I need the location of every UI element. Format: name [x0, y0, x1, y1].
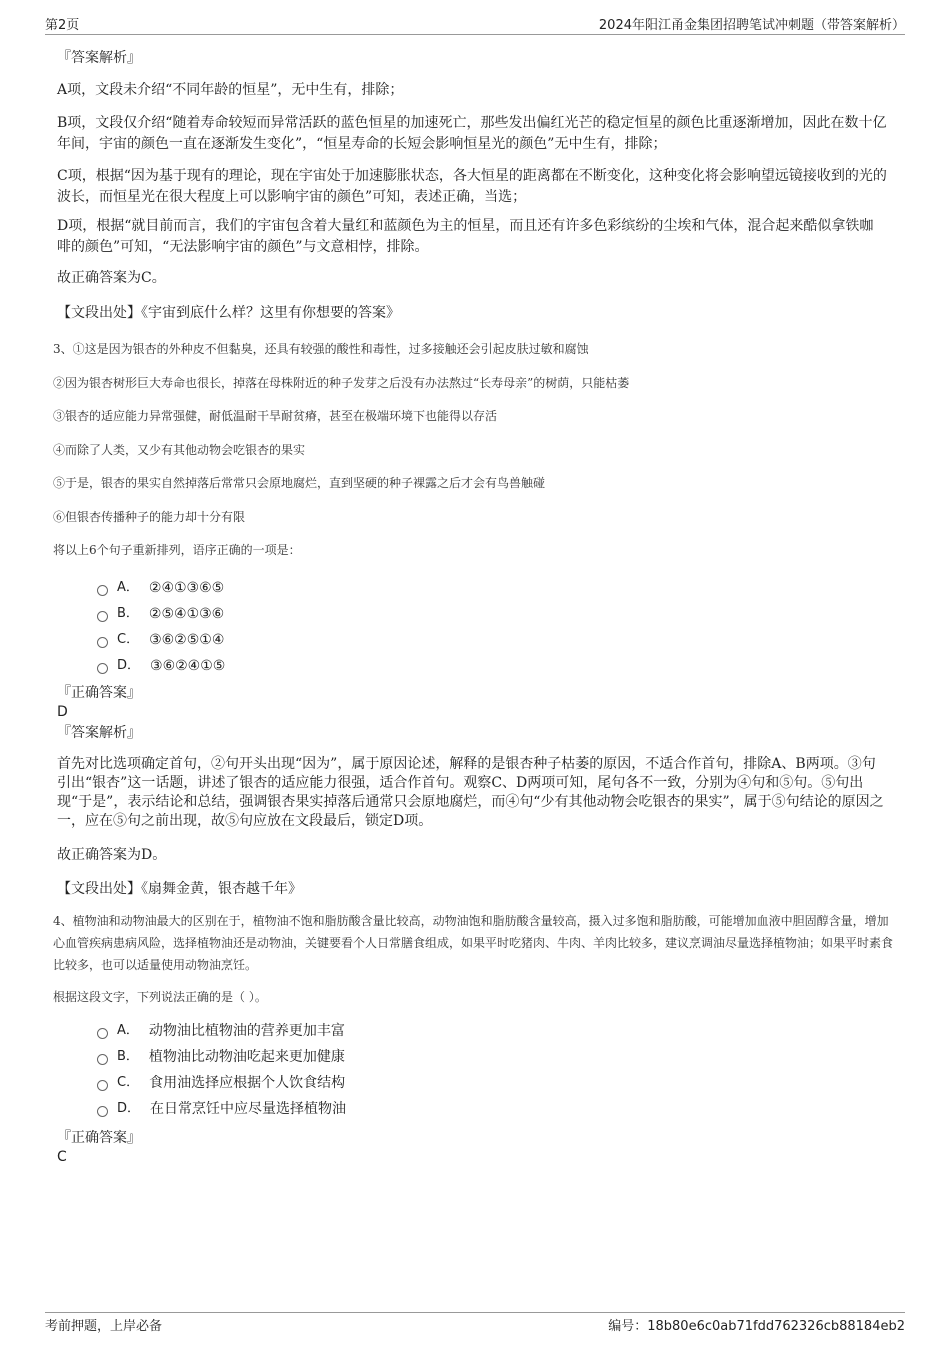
q3-sentence-2: ②因为银杏树形巨大寿命也很长，掉落在母株附近的种子发芽之后没有办法熬过“长寿母亲”的树荫，只能枯萎	[53, 376, 630, 390]
document-title: 2024年阳江甬金集团招聘笔试冲刺题（带答案解析）	[598, 18, 905, 33]
q4-stem: 根据这段文字，下列说法正确的是（ ）。	[53, 990, 267, 1004]
q3-stem: 将以上6个句子重新排列，语序正确的一项是：	[53, 543, 301, 557]
q3-sentence-3: ③银杏的适应能力异常强健，耐低温耐干旱耐贫瘠，甚至在极端环境下也能得以存活	[53, 409, 498, 423]
q3-analysis-label: 『答案解析』	[57, 725, 141, 741]
q4-option-a[interactable]: A． 动物油比植物油的营养更加丰富	[97, 1021, 345, 1041]
radio-icon[interactable]	[97, 1054, 108, 1065]
q4-option-b[interactable]: B． 植物油比动物油吃起来更加健康	[97, 1047, 345, 1067]
q4-passage: 4、植物油和动物油最大的区别在于，植物油不饱和脂肪酸含量比较高，动物油饱和脂肪酸含量较高，摄入过多饱和脂肪酸，可能增加血液中胆固醇含量，增加心血管疾病患病风险，选择植物油还是动物油，关键要看个人日常膳食组成，如果平时吃猪肉、牛肉、羊肉比较多，建议烹调油尽量选择植物油；如果平时素食比较多，也可以适量使用动物油烹饪。	[53, 914, 894, 972]
q4-answer: C	[57, 1149, 67, 1165]
radio-icon[interactable]	[97, 1080, 108, 1091]
page-number: 第2页	[45, 18, 80, 33]
q2-analysis-a: A项，文段未介绍“不同年龄的恒星”，无中生有，排除；	[57, 82, 404, 98]
page-footer	[45, 1312, 905, 1333]
document-code	[608, 1315, 905, 1334]
q3-option-b[interactable]: B． ②⑤④①③⑥	[97, 604, 224, 624]
radio-icon[interactable]	[97, 611, 108, 622]
q2-analysis-label: 『答案解析』	[57, 50, 141, 66]
radio-icon[interactable]	[97, 1106, 108, 1117]
footer-slogan: 考前押题，上岸必备	[45, 1319, 163, 1334]
q3-conclusion: 故正确答案为D。	[57, 847, 167, 863]
q2-source: 【文段出处】《宇宙到底什么样？这里有你想要的答案》	[57, 305, 400, 321]
radio-icon[interactable]	[97, 1028, 108, 1039]
q3-analysis: 首先对比选项确定首句，②句开头出现“因为”，属于原因论述，解释的是银杏种子枯萎的原因，不适合作首句，排除A、B两项。③句引出“银杏”这一话题，讲述了银杏的适应能力很强，适合作首句。观察C、D两项可知，尾句各不一致，分别为④句和⑤句。⑤句出现“于是”，表示结论和总结，强调银杏果实掉落后通常只会原地腐烂，而④句“少有其他动物会吃银杏的果实”，属于⑤句结论的原因之一，应在⑤句之前出现，故⑤句应放在文段最后，锁定D项。	[57, 756, 884, 829]
q4-option-d[interactable]: D． 在日常烹饪中应尽量选择植物油	[97, 1099, 346, 1119]
radio-icon[interactable]	[97, 585, 108, 596]
q2-analysis-c: C项，根据“因为基于现有的理论，现在宇宙处于加速膨胀状态，各大恒星的距离都在不断变化，这种变化将会影响望远镜接收到的光的波长，而恒星光在很大程度上可以影响宇宙的颜色”可知，表述正确，当选；	[57, 168, 887, 205]
radio-icon[interactable]	[97, 637, 108, 648]
page-header	[45, 14, 905, 35]
q3-sentence-6: ⑥但银杏传播种子的能力却十分有限	[53, 510, 246, 524]
q3-option-a[interactable]: A． ②④①③⑥⑤	[97, 578, 224, 598]
q3-answer-label: 『正确答案』	[57, 685, 141, 701]
q4-answer-label: 『正确答案』	[57, 1130, 141, 1146]
q3-option-c[interactable]: C． ③⑥②⑤①④	[97, 630, 224, 650]
code-value: 18b80e6c0ab71fdd762326cb88184eb2	[647, 1319, 905, 1334]
radio-icon[interactable]	[97, 663, 108, 674]
q3-answer: D	[57, 704, 68, 720]
q3-sentence-4: ④而除了人类，又少有其他动物会吃银杏的果实	[53, 443, 306, 457]
code-label: 编号：	[608, 1319, 648, 1334]
q4-option-c[interactable]: C． 食用油选择应根据个人饮食结构	[97, 1073, 345, 1093]
q3-source: 【文段出处】《扇舞金黄，银杏越千年》	[57, 881, 302, 897]
q2-conclusion: 故正确答案为C。	[57, 270, 166, 286]
q3-option-d[interactable]: D． ③⑥②④①⑤	[97, 656, 225, 676]
q2-analysis-b: B项，文段仅介绍“随着寿命较短而异常活跃的蓝色恒星的加速死亡，那些发出偏红光芒的稳定恒星的颜色比重逐渐增加，因此在数十亿年间，宇宙的颜色一直在逐渐发生变化”，“恒星寿命的长短会影响恒星光的颜色”无中生有，排除；	[57, 115, 887, 152]
q3-sentence-5: ⑤于是，银杏的果实自然掉落后常常只会原地腐烂，直到坚硬的种子裸露之后才会有鸟兽触碰	[53, 476, 546, 490]
q3-sentence-1: 3、①这是因为银杏的外种皮不但黏臭，还具有较强的酸性和毒性，过多接触还会引起皮肤过敏和腐蚀	[53, 342, 589, 356]
q2-analysis-d: D项，根据“就目前而言，我们的宇宙包含着大量红和蓝颜色为主的恒星，而且还有许多色彩缤纷的尘埃和气体，混合起来酷似拿铁咖啡的颜色”可知，“无法影响宇宙的颜色”与文意相悖，排除。	[57, 218, 874, 255]
